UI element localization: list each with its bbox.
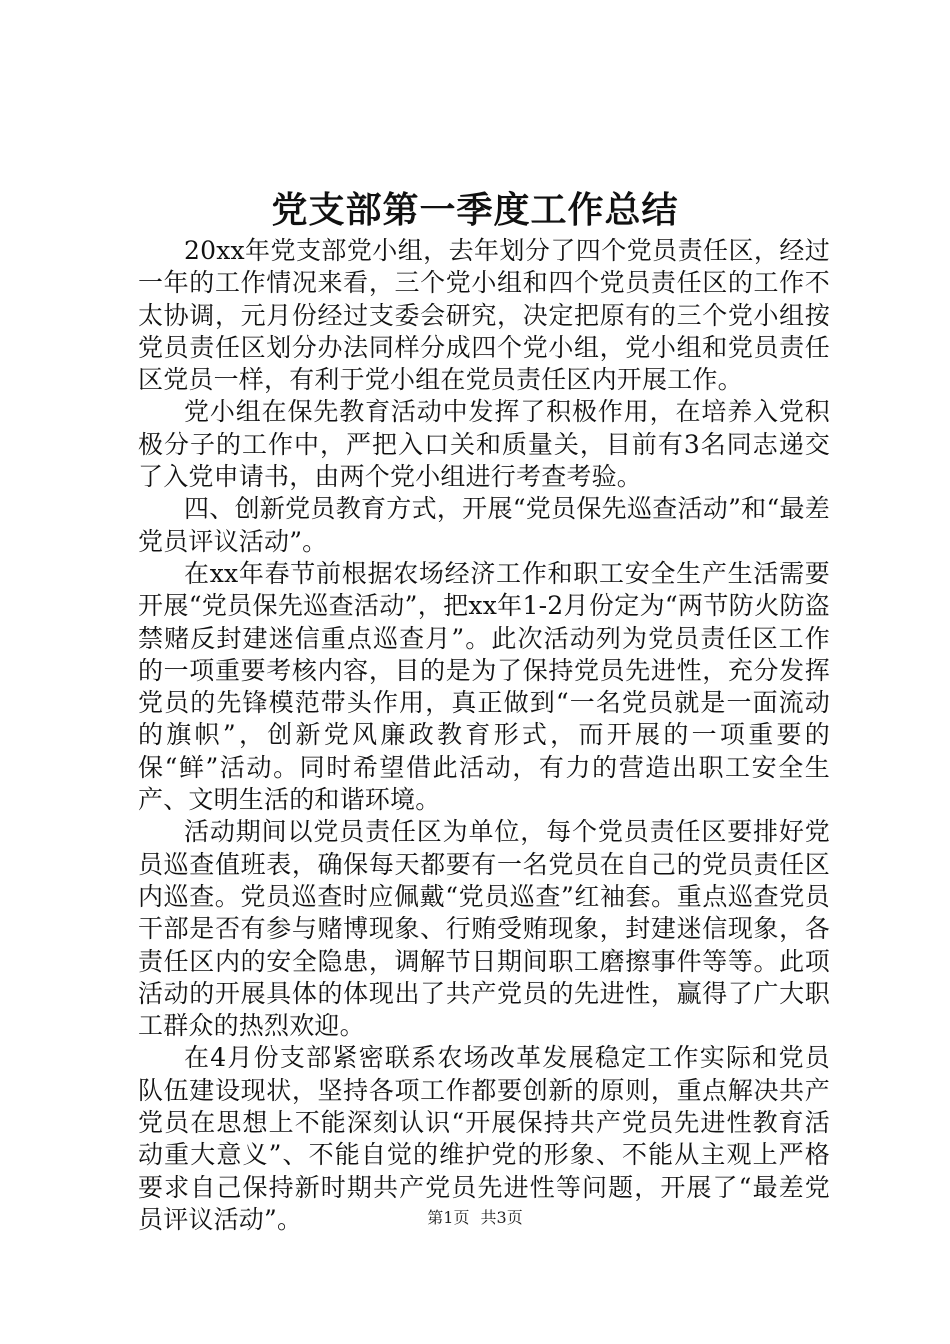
paragraph-patrol-activity: 在xx年春节前根据农场经济工作和职工安全生产生活需要开展“党员保先巡查活动”，把xx年1-2月份定为“两节防火防盗禁赌反封建迷信重点巡查月”。此次活动列为党员责任区工作的一项重要考核内容，目的是为了保持党员先进性，充分发挥党员的先锋模范带头作用，真正做到“一名党员就是一面流动的旗帜”，创新党风廉政教育形式，而开展的一项重要的保“鲜”活动。同时希望借此活动，有力的营造出职工安全生产、文明生活的和谐环境。	[138, 558, 830, 815]
page-number-total: 共3页	[480, 1208, 523, 1227]
page-number-current: 第1页	[427, 1208, 470, 1227]
paragraph-section-heading: 四、创新党员教育方式，开展“党员保先巡查活动”和“最差党员评议活动”。	[138, 494, 830, 556]
paragraph-party-groups: 20xx年党支部党小组，去年划分了四个党员责任区，经过一年的工作情况来看，三个党小组和四个党员责任区的工作不太协调，元月份经过支委会研究，决定把原有的三个党小组按党员责任区划分办法同样分成四个党小组，党小组和党员责任区党员一样，有利于党小组在党员责任区内开展工作。	[138, 236, 830, 395]
page-footer	[0, 1206, 950, 1230]
document-title: 党支部第一季度工作总结	[271, 189, 679, 231]
paragraph-member-evaluation: 在4月份支部紧密联系农场改革发展稳定工作实际和党员队伍建设现状，坚持各项工作都要创新的原则，重点解决共产党员在思想上不能深刻认识“开展保持共产党员先进性教育活动重大意义”、不能自觉的维护党的形象、不能从主观上严格要求自己保持新时期共产党员先进性等问题，开展了“最差党员评议活动”。	[138, 1043, 830, 1234]
document-body	[138, 235, 830, 1236]
paragraph-patrol-details: 活动期间以党员责任区为单位，每个党员责任区要排好党员巡查值班表，确保每天都要有一名党员在自己的党员责任区内巡查。党员巡查时应佩戴“党员巡查”红袖套。重点巡查党员干部是否有参与赌博现象、行贿受贿现象，封建迷信现象，各责任区内的安全隐患，调解节日期间职工磨擦事件等等。此项活动的开展具体的体现出了共产党员的先进性，赢得了广大职工群众的热烈欢迎。	[138, 817, 830, 1041]
paragraph-activist-training: 党小组在保先教育活动中发挥了积极作用，在培养入党积极分子的工作中，严把入口关和质量关，目前有3名同志递交了入党申请书，由两个党小组进行考查考验。	[138, 397, 830, 492]
